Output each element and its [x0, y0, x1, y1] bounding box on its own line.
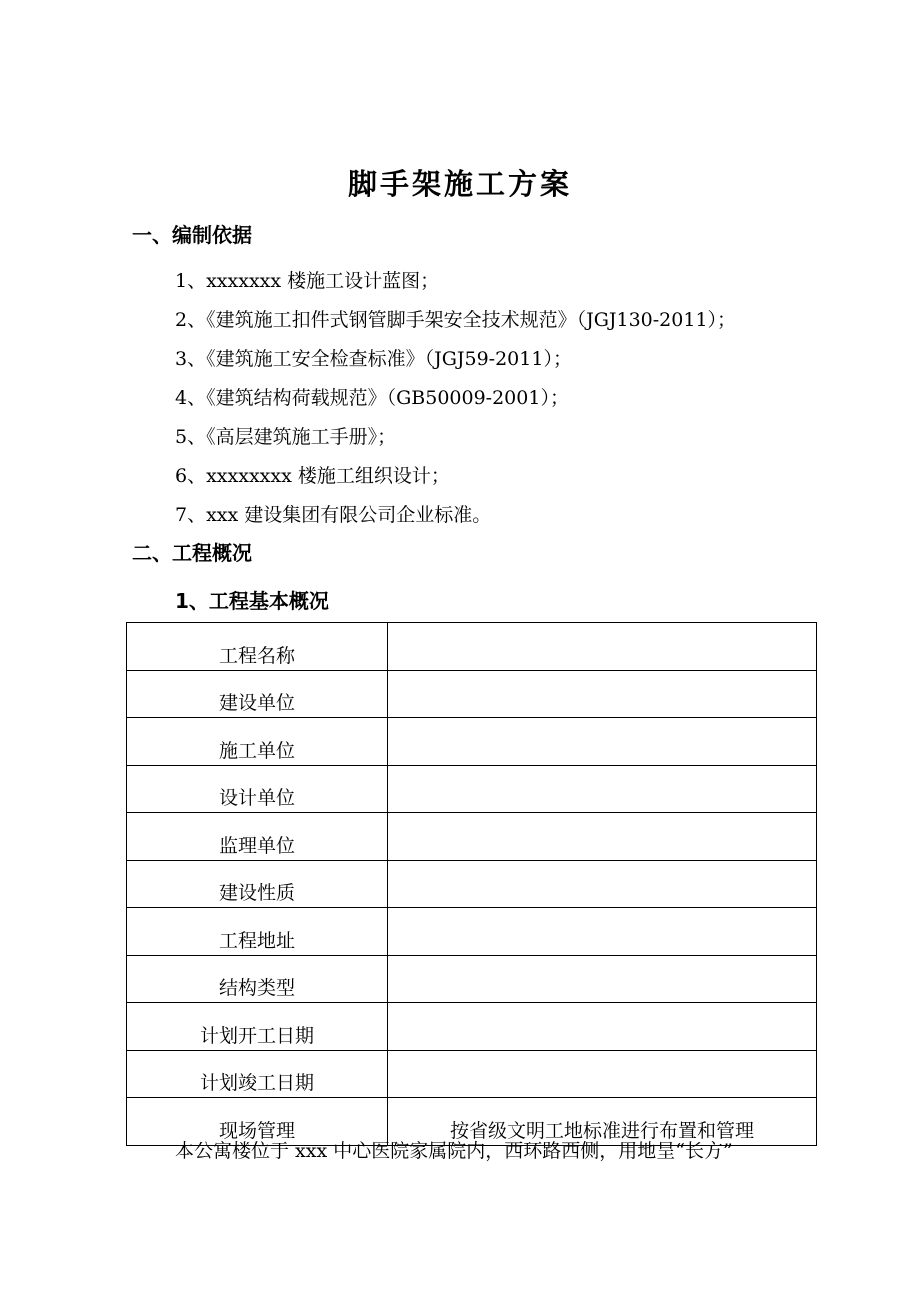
table-label-cell: 现场管理 [127, 1098, 388, 1146]
table-label-cell: 工程名称 [127, 623, 388, 671]
body-paragraph: 本公寓楼位于 xxx 中心医院家属院内，西环路西侧，用地呈“长方” [175, 1140, 733, 1162]
table-label-cell: 结构类型 [127, 955, 388, 1003]
section-heading-overview: 二、工程概况 [132, 541, 252, 565]
reference-item: 4、《建筑结构荷载规范》（GB50009-2001）； [175, 387, 569, 409]
table-label-cell: 计划竣工日期 [127, 1050, 388, 1098]
reference-item: 5、《高层建筑施工手册》； [175, 426, 397, 448]
table-label-cell: 工程地址 [127, 908, 388, 956]
table-value-cell: 按省级文明工地标准进行布置和管理 [388, 1098, 817, 1146]
reference-item: 1、xxxxxxx 楼施工设计蓝图； [175, 270, 440, 292]
table-label-cell: 计划开工日期 [127, 1003, 388, 1051]
reference-item: 3、《建筑施工安全检查标准》（JGJ59-2011）； [175, 348, 572, 370]
table-label-cell: 监理单位 [127, 813, 388, 861]
table-value-cell [388, 955, 817, 1003]
subheading-basic-overview: 1、工程基本概况 [175, 589, 329, 613]
table-value-cell [388, 860, 817, 908]
table-row [127, 955, 817, 1003]
table-row [127, 813, 817, 861]
table-value-cell [388, 765, 817, 813]
table-row [127, 908, 817, 956]
table-row [127, 1003, 817, 1051]
table-value-cell [388, 813, 817, 861]
table-label-cell: 建设单位 [127, 670, 388, 718]
table-value-cell [388, 1003, 817, 1051]
reference-item: 6、xxxxxxxx 楼施工组织设计； [175, 465, 450, 487]
table-row [127, 860, 817, 908]
reference-item: 7、xxx 建设集团有限公司企业标准。 [175, 504, 492, 526]
table-row [127, 765, 817, 813]
table-label-cell: 设计单位 [127, 765, 388, 813]
table-row [127, 1050, 817, 1098]
document-title: 脚手架施工方案 [347, 167, 572, 201]
section-heading-basis: 一、编制依据 [132, 223, 252, 247]
table-value-cell [388, 718, 817, 766]
table-row [127, 718, 817, 766]
table-row [127, 623, 817, 671]
table-label-cell: 建设性质 [127, 860, 388, 908]
table-value-cell [388, 623, 817, 671]
reference-item: 2、《建筑施工扣件式钢管脚手架安全技术规范》（JGJ130-2011）； [175, 309, 737, 331]
table-value-cell [388, 1050, 817, 1098]
project-info-table [126, 622, 817, 1146]
table-value-cell [388, 908, 817, 956]
table-label-cell: 施工单位 [127, 718, 388, 766]
table-row [127, 670, 817, 718]
table-value-cell [388, 670, 817, 718]
